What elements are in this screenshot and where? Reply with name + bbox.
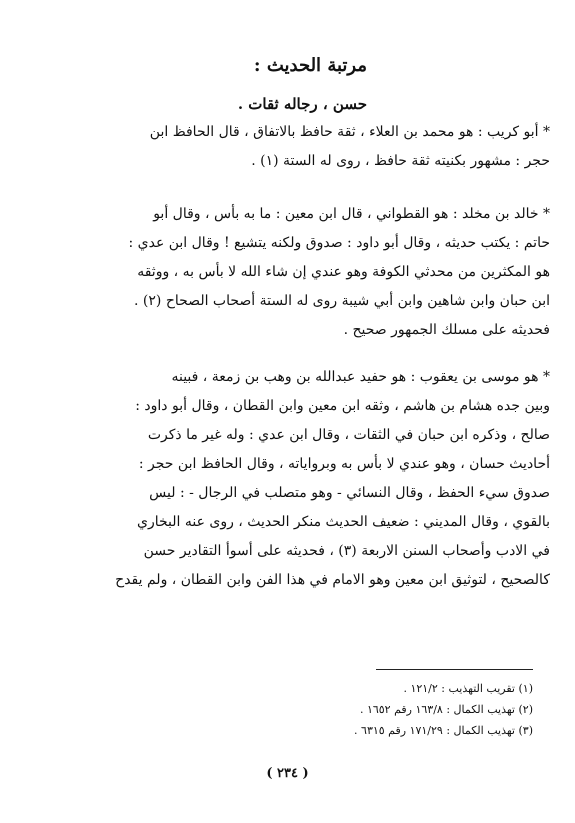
narrator-paragraph-musa bbox=[40, 363, 550, 595]
footnote-3: (٣) تهذيب الكمال : ١٧١/٢٩ رقم ٦٣١٥ . bbox=[354, 724, 533, 737]
footnote-1: (١) تقريب التهذيب : ١٢١/٢ . bbox=[403, 682, 533, 695]
footnote-2: (٢) تهذيب الكمال : ١٦٣/٨ رقم ١٦٥٢ . bbox=[359, 703, 533, 716]
text-line: ابن حبان وابن شاهين وابن أبي شيبة روى له الستة أصحاب الصحاح (٢) . bbox=[134, 293, 550, 309]
text-line: حاتم : يكتب حديثه ، وقال أبو داود : صدوق ولكنه يتشيع ! وقال ابن عدي : bbox=[128, 235, 550, 251]
section-heading: مرتبة الحديث : bbox=[253, 55, 367, 76]
text-line: * خالد بن مخلد : هو القطواني ، قال ابن معين : ما به بأس ، وقال أبو bbox=[153, 206, 550, 222]
hadith-verdict: حسن ، رجاله ثقات . bbox=[237, 95, 367, 113]
text-line: هو المكثرين من محدثي الكوفة وهو عندي إن شاء الله لا بأس به ، ووثقه bbox=[137, 264, 550, 280]
text-line: بالقوي ، وقال المديني : ضعيف الحديث منكر الحديث ، روى عنه البخاري bbox=[136, 514, 550, 530]
text-line: * هو موسى بن يعقوب : هو حفيد عبدالله بن وهب بن زمعة ، فبينه bbox=[171, 369, 550, 385]
footnotes bbox=[354, 678, 533, 741]
text-line: صالح ، وذكره ابن حبان في الثقات ، وقال ابن عدي : وله غير ما ذكرت bbox=[147, 427, 550, 443]
text-line: كالصحيح ، لتوثيق ابن معين وهو الامام في هذا الفن وابن القطان ، ولم يقدح bbox=[115, 572, 550, 588]
narrator-paragraph-khalid bbox=[40, 200, 550, 345]
page-number: ( ٢٣٤ ) bbox=[266, 766, 309, 781]
footnote-divider bbox=[376, 669, 533, 670]
text-line: * أبو كريب : هو محمد بن العلاء ، ثقة حافظ بالاتفاق ، قال الحافظ ابن bbox=[149, 124, 550, 140]
narrator-paragraph-abu-kurayb bbox=[40, 118, 550, 176]
text-line: حجر : مشهور بكنيته ثقة حافظ ، روى له الستة (١) . bbox=[251, 153, 550, 169]
text-line: في الادب وأصحاب السنن الاربعة (٣) ، فحديثه على أسوأ التقادير حسن bbox=[143, 543, 550, 559]
text-line: أحاديث حسان ، وهو عندي لا بأس به وبرواياته ، وقال الحافظ ابن حجر : bbox=[138, 456, 550, 472]
text-line: صدوق سيء الحفظ ، وقال النسائي - وهو متصلب في الرجال - : ليس bbox=[149, 485, 550, 501]
text-line: فحديثه على مسلك الجمهور صحيح . bbox=[343, 322, 550, 338]
text-line: وبين جده هشام بن هاشم ، وثقه ابن معين وابن القطان ، وقال أبو داود : bbox=[135, 398, 550, 414]
